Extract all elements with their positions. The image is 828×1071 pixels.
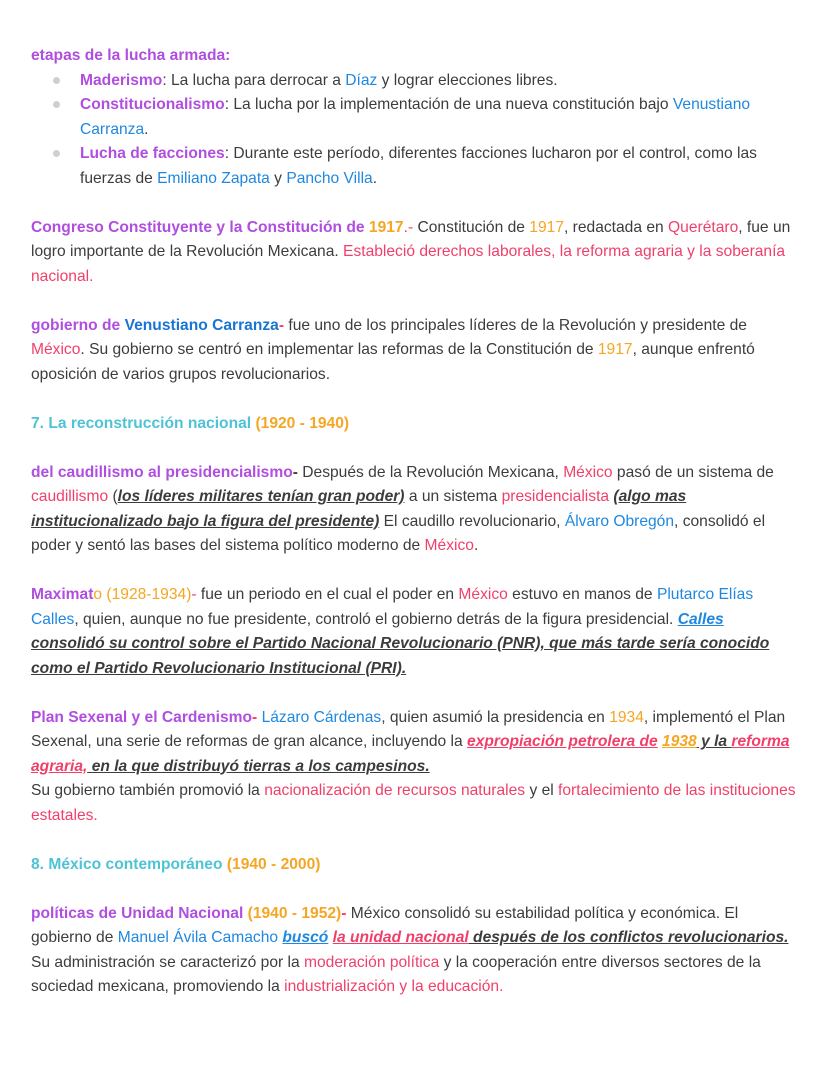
caudillismo-paragraph: del caudillismo al presidencialismo- Después de la Revolución Mexicana, México pasó de un sistema de caudillismo (los líderes militares tenían gran poder) a un sistema presidencialista (algo mas institucionalizado bajo la figura del presidente) El caudillo revolucionario, Álvaro Obregón, consolidó el poder y sentó las bases del sistema político moderno de México. (31, 463, 774, 554)
stages-heading: etapas de la lucha armada: (31, 47, 231, 64)
cardenismo-paragraph: Plan Sexenal y el Cardenismo- Lázaro Cárdenas, quien asumió la presidencia en 1934, implementó el Plan Sexenal, una serie de reformas de gran alcance, incluyendo la expropiación petrolera de 1938 y la reforma agraria, en la que distribuyó tierras a los campesinos. (31, 708, 790, 775)
list-item: Constitucionalismo: La lucha por la implementación de una nueva constitución bajo Venustiano Carranza. (80, 93, 799, 142)
maximato-paragraph: Maximato (1928-1934)- fue un periodo en el cual el poder en México estuvo en manos de Plutarco Elías Calles, quien, aunque no fue presidente, controló el gobierno detrás de la figura presidencial. Calles consolidó su control sobre el Partido Nacional Revolucionario (PNR), que más tarde sería conocido como el Partido Revolucionario Institucional (PRI). (31, 586, 770, 677)
unidad-nacional-paragraph: políticas de Unidad Nacional (1940 - 1952)- México consolidó su estabilidad política y económica. El gobierno de Manuel Ávila Camacho buscó la unidad nacional después de los conflictos revolucionarios. Su administración se caracterizó por la moderación política y la cooperación entre diversos sectores de la sociedad mexicana, promoviendo la industrialización y la educación. (31, 904, 789, 995)
list-item: Maderismo: La lucha para derrocar a Díaz y lograr elecciones libres. (80, 69, 799, 94)
cardenismo-paragraph-2: Su gobierno también promovió la nacionalización de recursos naturales y el fortalecimiento de las instituciones estatales. (31, 782, 796, 824)
stages-list (31, 69, 799, 192)
document-page (31, 44, 799, 1000)
carranza-paragraph: gobierno de Venustiano Carranza- fue uno de los principales líderes de la Revolución y presidente de México. Su gobierno se centró en implementar las reformas de la Constitución de 1917, aunque enfrentó oposición de varios grupos revolucionarios. (31, 316, 755, 383)
section-heading-8: 8. México contemporáneo (1940 - 2000) (31, 855, 321, 873)
section-heading-7: 7. La reconstrucción nacional (1920 - 1940) (31, 414, 350, 432)
list-item: Lucha de facciones: Durante este período, diferentes facciones lucharon por el control, como las fuerzas de Emiliano Zapata y Pancho Villa. (80, 142, 799, 191)
constitution-paragraph: Congreso Constituyente y la Constitución de 1917.- Constitución de 1917, redactada en Querétaro, fue un logro importante de la Revolución Mexicana. Estableció derechos laborales, la reforma agraria y la soberanía nacional. (31, 218, 791, 285)
